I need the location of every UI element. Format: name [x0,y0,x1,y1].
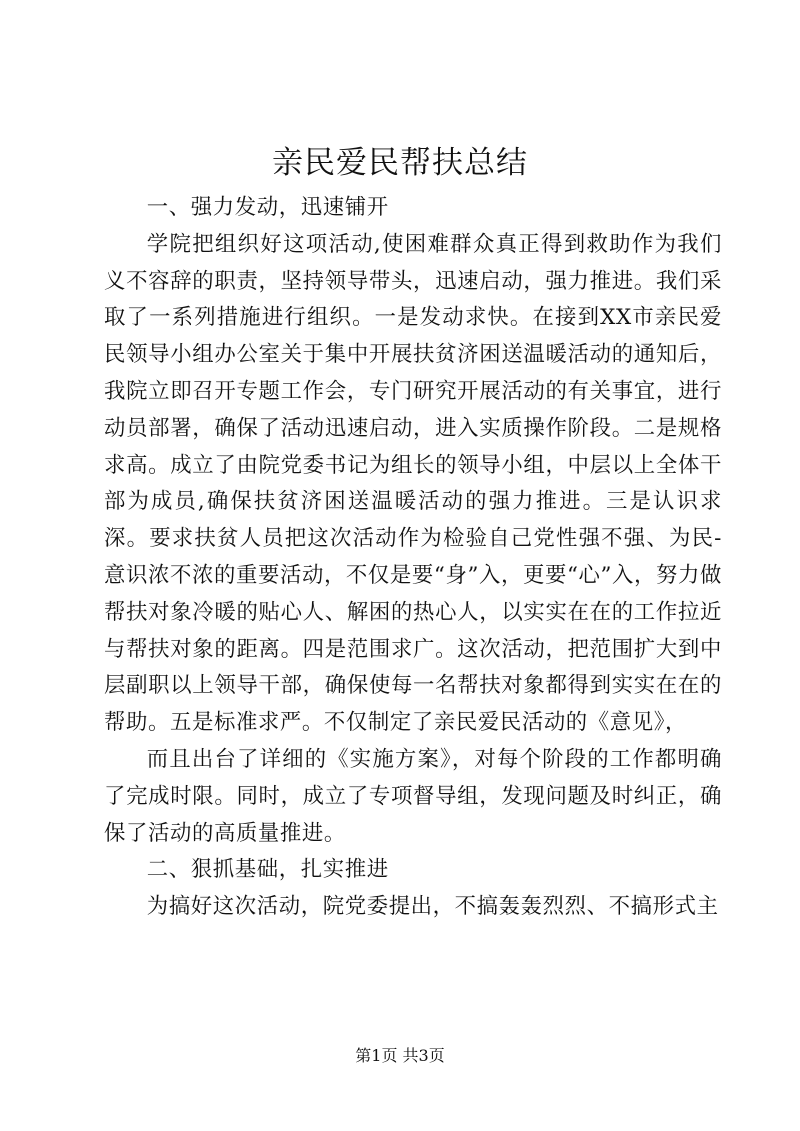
document-body [104,190,722,926]
page-footer: 第1页 共3页 [355,1046,445,1065]
body-paragraph: 学院把组织好这项活动,使困难群众真正得到救助作为我们义不容辞的职责，坚持领导带头，迅速启动，强力推进。我们采取了一系列措施进行组织。一是发动求快。在接到XX市亲民爱民领导小组办公室关于集中开展扶贫济困送温暖活动的通知后，我院立即召开专题工作会，专门研究开展活动的有关事宜，进行动员部署，确保了活动迅速启动，进入实质操作阶段。二是规格求高。成立了由院党委书记为组长的领导小组，中层以上全体干部为成员,确保扶贫济困送温暖活动的强力推进。三是认识求深。要求扶贫人员把这次活动作为检验自己党性强不强、为民-意识浓不浓的重要活动，不仅是要“身”入，更要“心”入，努力做帮扶对象冷暖的贴心人、解困的热心人，以实实在在的工作拉近与帮扶对象的距离。四是范围求广。这次活动，把范围扩大到中层副职以上领导干部，确保使每一名帮扶对象都得到实实在在的帮助。五是标准求严。不仅制定了亲民爱民活动的《意见》， [104,231,722,736]
body-paragraph: 而且出台了详细的《实施方案》，对每个阶段的工作都明确了完成时限。同时，成立了专项督导组，发现问题及时纠正，确保了活动的高质量推进。 [104,746,722,846]
document-title: 亲民爱民帮扶总结 [272,145,528,181]
section-heading: 二、狠抓基础，扎实推进 [146,857,389,883]
body-paragraph: 为搞好这次活动，院党委提出，不搞轰轰烈烈、不搞形式主 [146,894,719,920]
section-heading: 一、强力发动，迅速铺开 [146,195,389,220]
